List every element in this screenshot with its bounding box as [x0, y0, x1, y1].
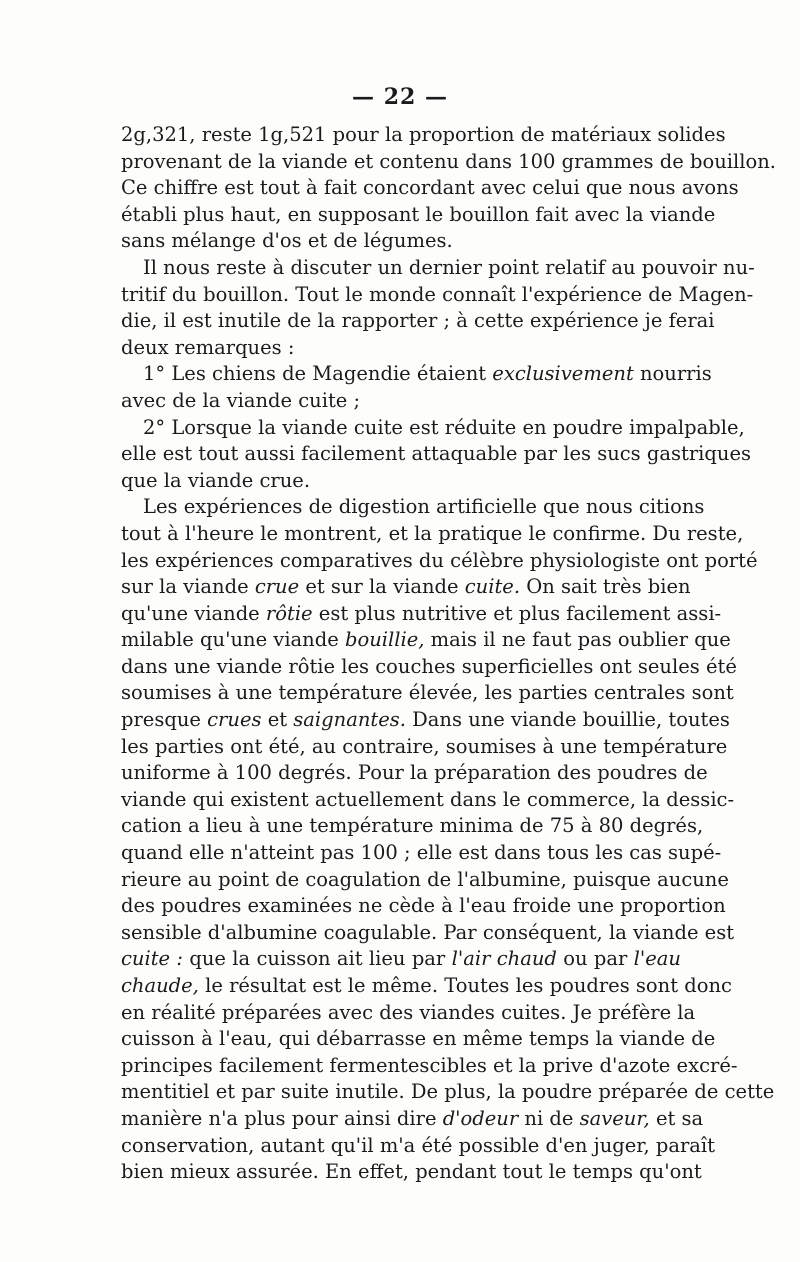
text-span: milable qu'une viande: [121, 628, 345, 652]
text-span: dans une viande rôtie les couches superficielles ont seules été: [121, 654, 737, 678]
text-line: [121, 1159, 702, 1186]
text-span: que la viande crue.: [121, 468, 311, 492]
text-line: [121, 920, 735, 947]
text-line: [121, 1133, 716, 1160]
text-line: [121, 1053, 738, 1080]
text-line: [121, 255, 755, 282]
text-span: 2g,321, reste 1g,521 pour la proportion de matériaux solides: [121, 123, 726, 146]
text-line: [121, 867, 729, 894]
text-span: On sait très bien: [520, 575, 691, 599]
text-span: viande qui existent actuellement dans le commerce, la dessic-: [121, 787, 735, 811]
text-span: tout à l'heure le montrent, et la pratique le confirme. Du reste,: [121, 521, 744, 545]
italic-text: saignantes.: [293, 708, 406, 732]
text-line: [121, 361, 712, 388]
text-line: [121, 760, 708, 787]
text-span: conservation, autant qu'il m'a été possible d'en juger, paraît: [121, 1133, 716, 1157]
text-span: nourris: [633, 362, 712, 386]
text-line: [121, 893, 726, 920]
text-line: [121, 973, 732, 1000]
text-span: ou par: [556, 947, 634, 971]
text-span: 1° Les chiens de Magendie étaient: [143, 362, 493, 386]
text-span: qu'une viande: [121, 601, 266, 625]
text-span: que la cuisson ait lieu par: [183, 947, 452, 971]
text-span: établi plus haut, en supposant le bouillon fait avec la viande: [121, 202, 716, 226]
italic-text: rôtie: [265, 601, 313, 625]
italic-text: crues: [207, 708, 262, 732]
text-span: quand elle n'atteint pas 100 ; elle est dans tous les cas supé-: [121, 841, 722, 865]
text-line: [121, 441, 751, 468]
text-line: [121, 468, 681, 495]
text-line: [121, 654, 737, 681]
italic-text: l'eau: [633, 947, 681, 971]
text-span: sensible d'albumine coagulable. Par conséquent, la viande est: [121, 920, 735, 944]
text-span: mais il ne faut pas oublier que: [424, 628, 731, 652]
text-span: manière n'a plus pour ainsi dire: [121, 1106, 443, 1130]
text-line: [121, 840, 722, 867]
text-line: [121, 494, 705, 521]
text-span: et: [261, 708, 294, 732]
text-line: [121, 228, 681, 255]
text-span: principes facilement fermentescibles et la prive d'azote excré-: [121, 1053, 738, 1077]
text-span: tritif du bouillon. Tout le monde connaît l'expérience de Magen-: [121, 282, 754, 306]
text-span: Les expériences de digestion artificielle que nous citions: [143, 495, 705, 519]
italic-text: saveur,: [579, 1106, 650, 1130]
text-span: des poudres examinées ne cède à l'eau froide une proportion: [121, 894, 726, 918]
text-span: bien mieux assurée. En effet, pendant tout le temps qu'ont: [121, 1160, 702, 1184]
text-line: [121, 574, 691, 601]
text-line: [121, 149, 776, 176]
text-line: [121, 122, 726, 149]
text-line: [121, 308, 715, 335]
text-line: [121, 335, 681, 362]
text-line: [121, 548, 758, 575]
text-span: le résultat est le même. Toutes les poudres sont donc: [198, 974, 732, 997]
text-span: ni de: [518, 1106, 580, 1130]
text-span: provenant de la viande et contenu dans 100 grammes de bouillon.: [121, 149, 776, 173]
text-span: presque: [121, 708, 208, 732]
text-line: [121, 415, 745, 442]
text-line: [121, 202, 716, 229]
text-line: [121, 175, 739, 202]
text-line: [121, 1000, 696, 1027]
text-span: cuisson à l'eau, qui débarrasse en même temps la viande de: [121, 1027, 716, 1051]
text-line: [121, 521, 744, 548]
text-span: uniforme à 100 degrés. Pour la préparation des poudres de: [121, 761, 708, 785]
text-span: elle est tout aussi facilement attaquable par les sucs gastriques: [121, 442, 751, 466]
text-span: rieure au point de coagulation de l'albumine, puisque aucune: [121, 867, 729, 891]
text-line: [121, 1079, 775, 1106]
text-span: et sur la viande: [299, 575, 465, 599]
italic-text: exclusivement: [492, 362, 634, 386]
text-span: Ce chiffre est tout à fait concordant avec celui que nous avons: [121, 176, 739, 200]
text-span: mentitiel et par suite inutile. De plus, la poudre préparée de cette: [121, 1080, 775, 1104]
text-line: [121, 946, 681, 973]
text-span: sans mélange d'os et de légumes.: [121, 229, 453, 253]
text-span: 2° Lorsque la viande cuite est réduite en poudre impalpable,: [143, 415, 745, 439]
italic-text: d'odeur: [442, 1106, 519, 1130]
page-number: — 22 —: [352, 84, 448, 110]
text-span: et sa: [649, 1106, 704, 1130]
text-line: [121, 787, 735, 814]
body-text: [121, 122, 776, 1186]
italic-text: l'air chaud: [451, 947, 557, 971]
text-line: [121, 1026, 716, 1053]
text-line: [121, 601, 722, 628]
text-span: sur la viande: [121, 575, 255, 599]
italic-text: chaude,: [121, 974, 199, 997]
text-span: deux remarques :: [121, 335, 295, 359]
text-span: die, il est inutile de la rapporter ; à cette expérience je ferai: [121, 309, 715, 333]
text-span: soumises à une température élevée, les parties centrales sont: [121, 681, 734, 705]
text-line: [121, 627, 731, 654]
italic-text: cuite.: [464, 575, 521, 599]
text-line: [121, 813, 704, 840]
text-span: avec de la viande cuite ;: [121, 388, 361, 412]
text-span: les expériences comparatives du célèbre physiologiste ont porté: [121, 548, 758, 572]
text-line: [121, 1106, 704, 1133]
text-line: [121, 388, 681, 415]
text-line: [121, 707, 730, 734]
text-line: [121, 734, 728, 761]
text-span: en réalité préparées avec des viandes cuites. Je préfère la: [121, 1000, 696, 1024]
italic-text: crue: [254, 575, 300, 599]
text-line: [121, 680, 734, 707]
text-span: les parties ont été, au contraire, soumises à une température: [121, 734, 728, 758]
text-span: Il nous reste à discuter un dernier point relatif au pouvoir nu-: [143, 255, 755, 279]
text-span: Dans une viande bouillie, toutes: [405, 708, 730, 732]
text-line: [121, 282, 754, 309]
italic-text: cuite :: [121, 947, 184, 971]
text-span: est plus nutritive et plus facilement assi-: [312, 601, 722, 625]
text-span: cation a lieu à une température minima de 75 à 80 degrés,: [121, 814, 704, 838]
italic-text: bouillie,: [344, 628, 425, 652]
